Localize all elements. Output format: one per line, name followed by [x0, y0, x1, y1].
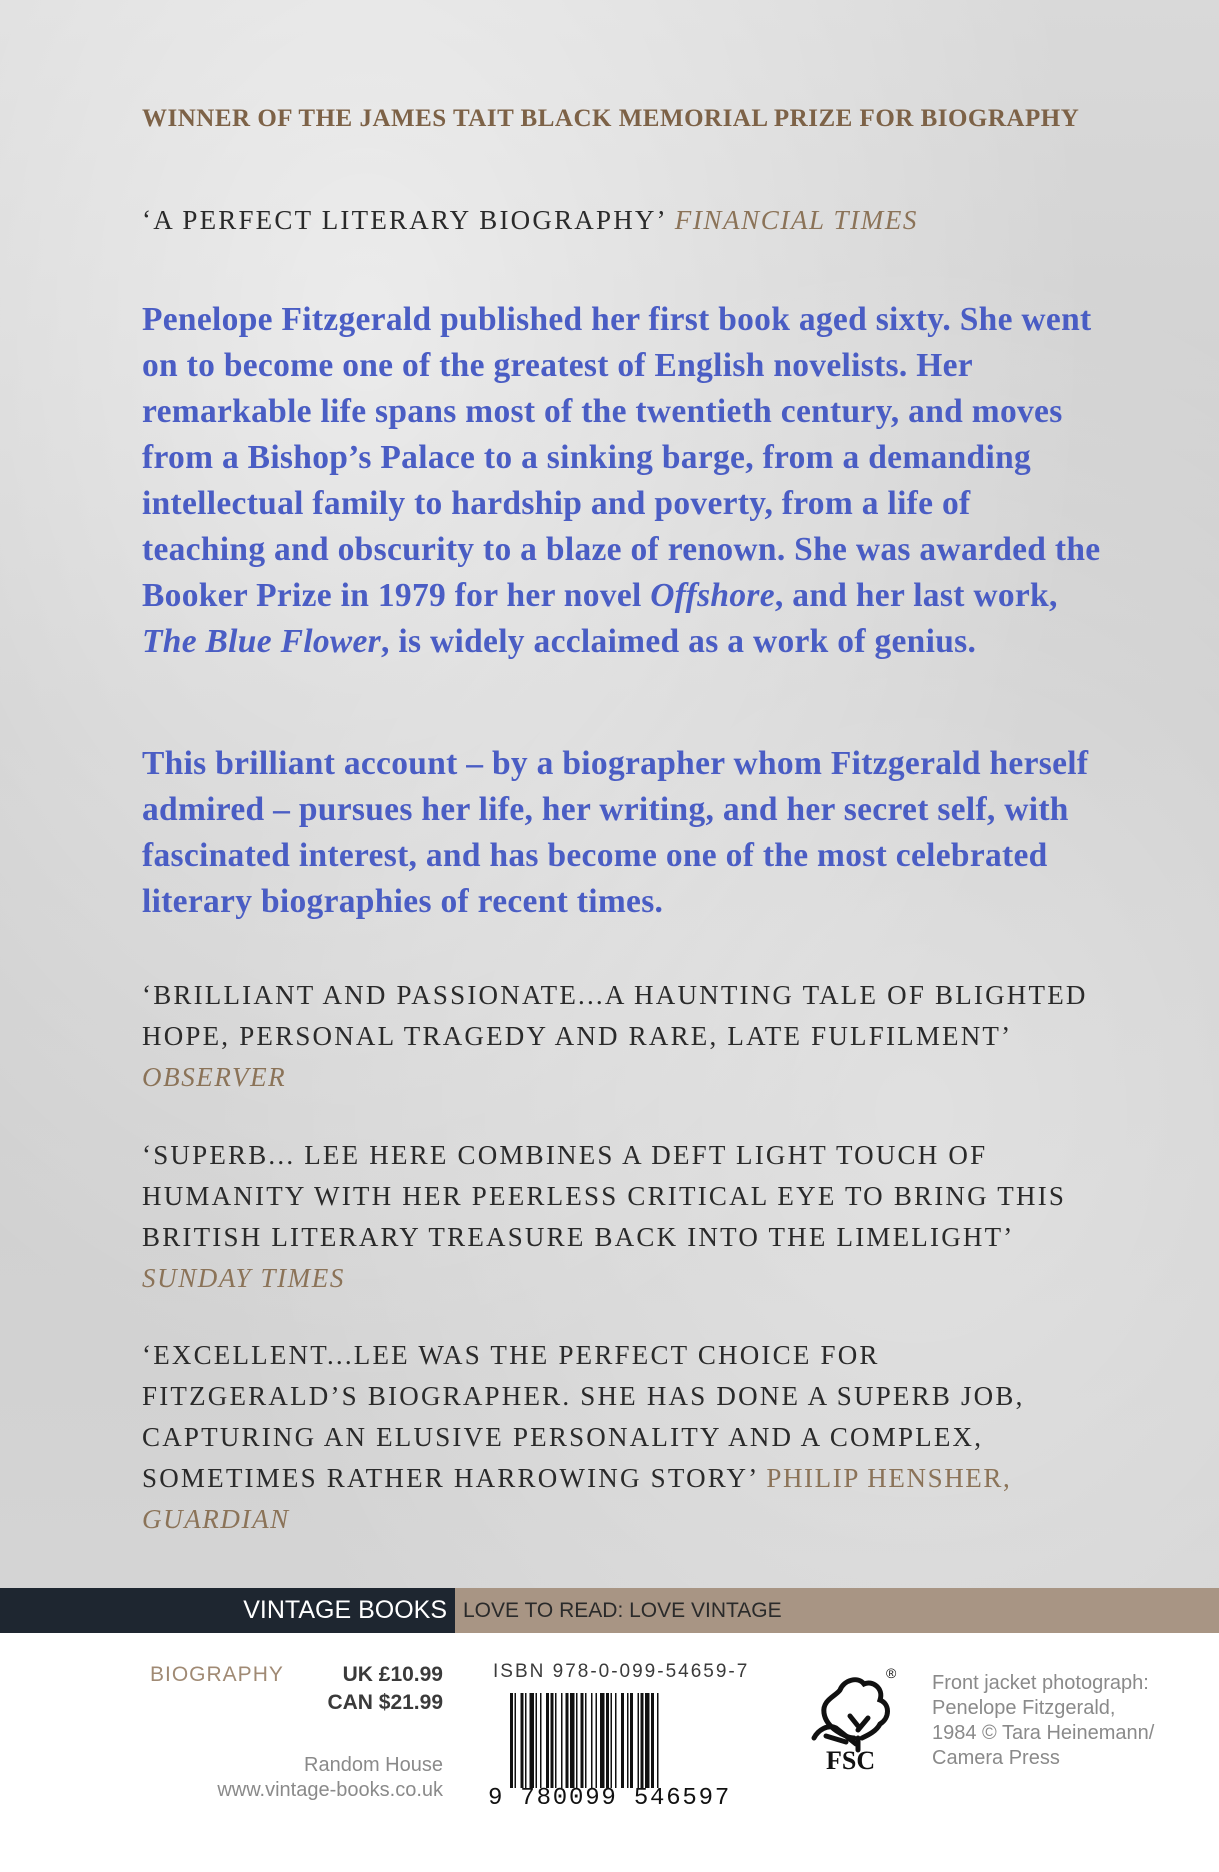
barcode-bar: [611, 1693, 613, 1788]
barcode-bar: [596, 1693, 598, 1788]
barcode-bar: [555, 1693, 557, 1788]
barcode-bar: [515, 1693, 517, 1788]
barcode-bar: [536, 1693, 538, 1788]
registered-mark: ®: [886, 1665, 897, 1681]
quote-source: GUARDIAN: [142, 1504, 290, 1534]
barcode-bar: [581, 1693, 584, 1788]
fsc-label: FSC: [826, 1746, 876, 1775]
barcode-bar: [630, 1693, 633, 1788]
footer-panel: [0, 1633, 1219, 1872]
barcode-bar: [621, 1693, 624, 1788]
quote-guardian: [142, 1335, 1102, 1540]
barcode-bar: [585, 1693, 587, 1788]
quote-source-author: PHILIP HENSHER,: [766, 1463, 1012, 1493]
barcode-bar: [657, 1693, 659, 1788]
barcode-bar: [540, 1693, 542, 1788]
barcode-bar: [525, 1693, 527, 1788]
credit-line: Camera Press: [932, 1747, 1060, 1769]
barcode-bar: [615, 1693, 617, 1788]
blurb-paragraph-2: This brilliant account – by a biographer whom Fitzgerald herself admired – pursues her life, her writing, and her secret self, with fascinated interest, and has become one of the most celebrated literary biographies of recent times.: [142, 745, 1089, 920]
book-title-blue-flower: The Blue Flower: [142, 623, 382, 660]
barcode-digits: 9 780099 546597: [488, 1785, 732, 1812]
barcode-bar: [651, 1693, 654, 1788]
publisher-house: Random House: [304, 1754, 443, 1776]
barcode-bar: [606, 1693, 609, 1788]
quote-source: FINANCIAL TIMES: [674, 205, 919, 235]
barcode-bar: [566, 1693, 569, 1788]
barcode-bar: [546, 1693, 549, 1788]
publisher-info: [217, 1753, 443, 1803]
barcode-bar: [627, 1693, 629, 1788]
quote-sunday-times: [142, 1135, 1102, 1299]
barcode-bar: [641, 1693, 644, 1788]
barcode-bar: [561, 1693, 563, 1788]
quote-text: ‘A PERFECT LITERARY BIOGRAPHY’: [142, 205, 666, 235]
quote-observer: [142, 975, 1102, 1098]
isbn-label: ISBN 978-0-099-54659-7: [493, 1661, 750, 1682]
quote-source: SUNDAY TIMES: [142, 1263, 345, 1293]
publisher-slogan: LOVE TO READ: LOVE VINTAGE: [455, 1588, 1219, 1633]
photo-credit: [932, 1671, 1202, 1771]
price-can: CAN $21.99: [327, 1691, 443, 1714]
quote-text: ‘BRILLIANT AND PASSIONATE...A HAUNTING TALE OF BLIGHTED HOPE, PERSONAL TRAGEDY AND RARE, LATE FULFILMENT’: [142, 980, 1088, 1051]
barcode-bar: [530, 1693, 535, 1788]
barcode-bar: [638, 1693, 640, 1788]
award-banner: WINNER OF THE JAMES TAIT BLACK MEMORIAL PRIZE FOR BIOGRAPHY: [142, 105, 1080, 132]
blurb-paragraph-1: [142, 297, 1102, 665]
barcode-bar: [600, 1693, 605, 1788]
barcode: [510, 1693, 768, 1788]
credit-line: Penelope Fitzgerald,: [932, 1697, 1116, 1719]
barcode-bar: [591, 1693, 593, 1788]
barcode-bar: [551, 1693, 554, 1788]
quote-financial-times: [142, 200, 1142, 241]
quote-source: OBSERVER: [142, 1062, 287, 1092]
barcode-bar: [645, 1693, 650, 1788]
barcode-bar: [510, 1693, 513, 1788]
barcode-bar: [521, 1693, 524, 1788]
blurb-text: Penelope Fitzgerald published her first book aged sixty. She went on to become one of the greatest of English novelists. Her remarkable life spans most of the twentieth century, and moves from a Bishop’s Palace to a sinking barge, from a demanding intellectual family to hardship and poverty, from a life of teaching and obscurity to a blaze of renown. She was awarded the Booker Prize in 1979 for her novel: [142, 301, 1101, 614]
barcode-bar: [576, 1693, 578, 1788]
quote-text: ‘EXCELLENT...LEE WAS THE PERFECT CHOICE FOR FITZGERALD’S BIOGRAPHER. SHE HAS DONE A SUPERB JOB, CAPTURING AN ELUSIVE PERSONALITY AND A COMPLEX, SOMETIMES RATHER HARROWING STORY’: [142, 1340, 1025, 1493]
book-title-offshore: Offshore: [650, 577, 775, 614]
blurb-text: , is widely acclaimed as a work of genius.: [381, 623, 977, 660]
credit-line: 1984 © Tara Heinemann/: [932, 1722, 1155, 1744]
category-label: BIOGRAPHY: [150, 1663, 284, 1686]
price-uk: UK £10.99: [342, 1663, 443, 1686]
barcode-bar: [570, 1693, 575, 1788]
publisher-website: www.vintage-books.co.uk: [217, 1779, 443, 1801]
publisher-name: VINTAGE BOOKS: [0, 1588, 455, 1633]
quote-text: ‘SUPERB... LEE HERE COMBINES A DEFT LIGHT TOUCH OF HUMANITY WITH HER PEERLESS CRITICAL EYE TO BRING THIS BRITISH LITERARY TREASURE BACK INTO THE LIMELIGHT’: [142, 1140, 1067, 1252]
credit-line: Front jacket photograph:: [932, 1672, 1149, 1694]
blurb-text: , and her last work,: [774, 577, 1058, 614]
publisher-band: [0, 1588, 1219, 1633]
